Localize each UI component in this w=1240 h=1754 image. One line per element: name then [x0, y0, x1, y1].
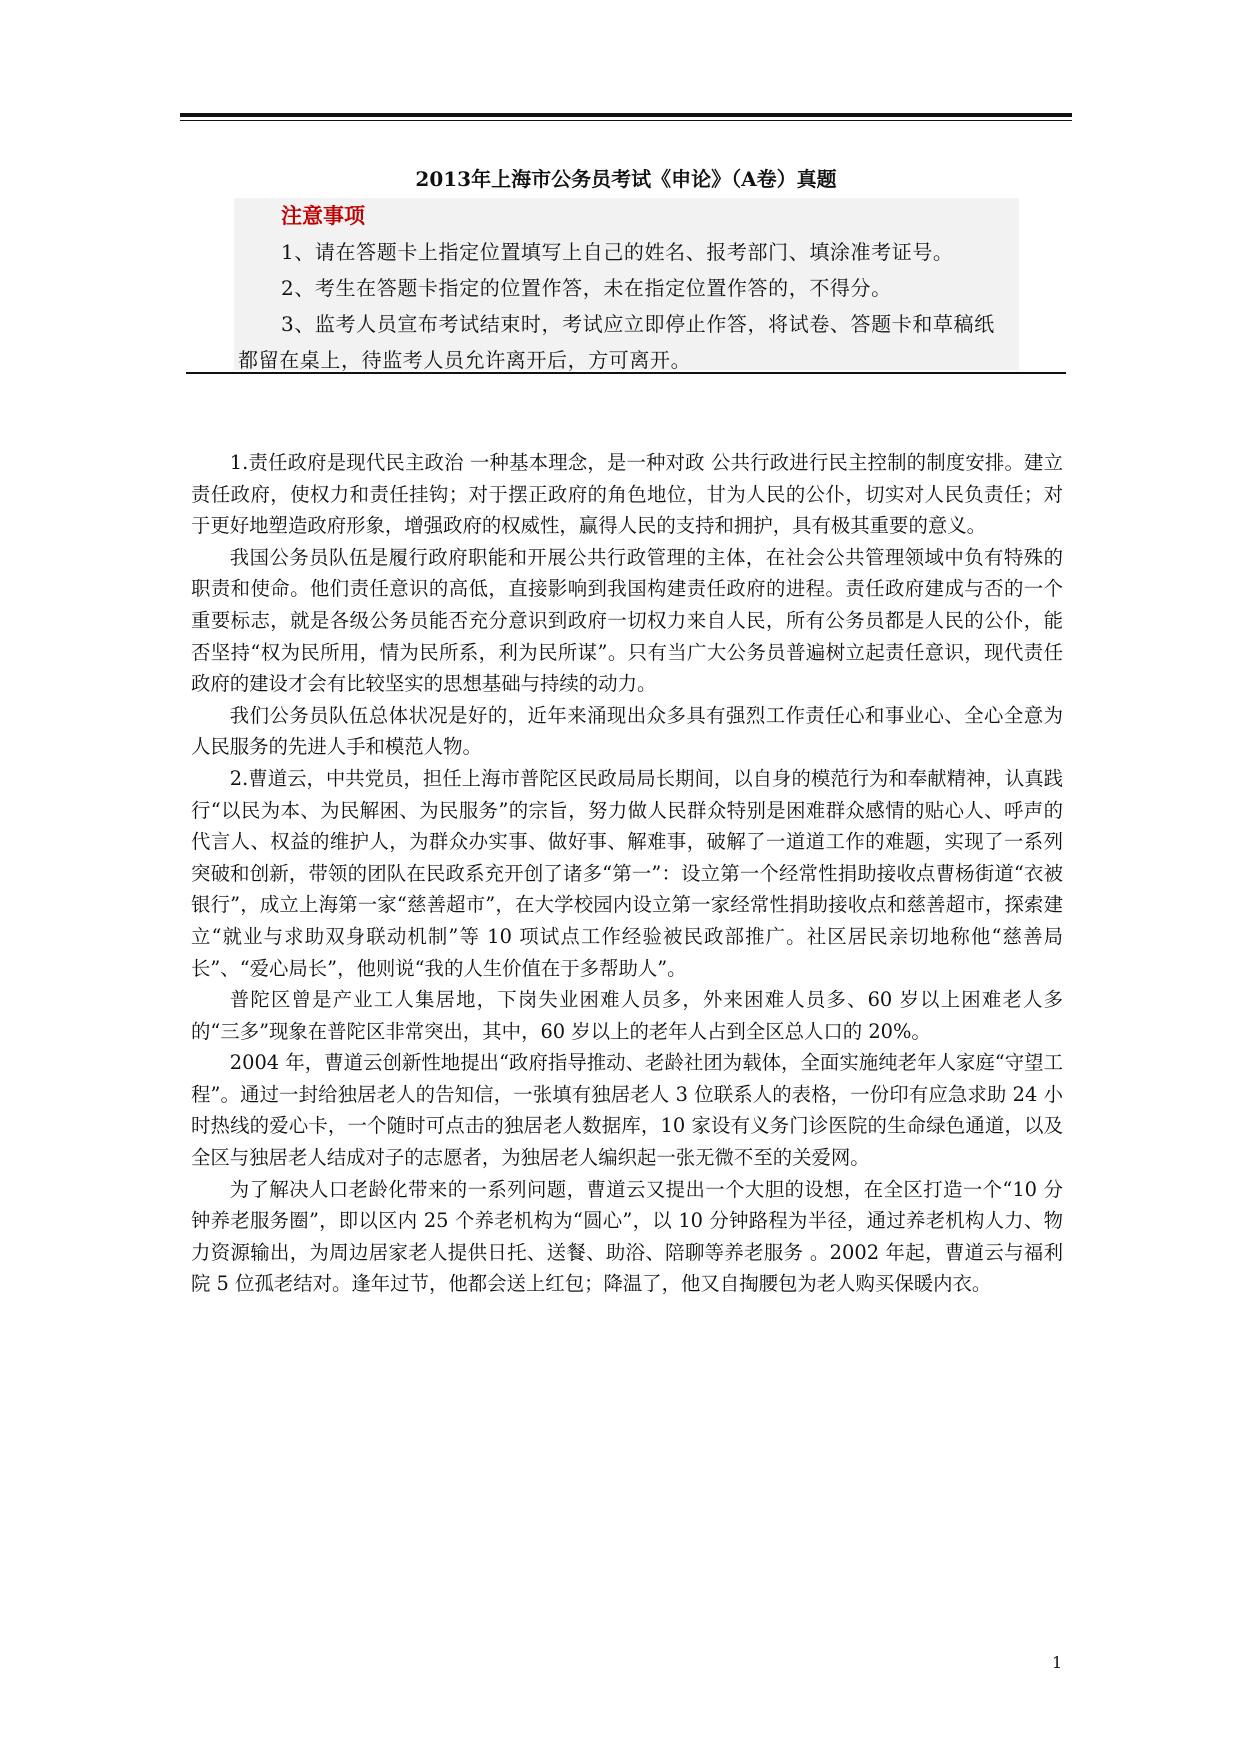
notice-heading: 注意事项	[281, 203, 365, 228]
paragraph: 2004 年，曹道云创新性地提出“政府指导推动、老龄社团为载体，全面实施纯老年人家庭“守望工程”。通过一封给独居老人的告知信，一张填有独居老人 3 位联系人的表格，一份印有应急求助 24 小时热线的爱心卡，一个随时可点击的独居老人数据库，10 家设有义务门诊医院的生命绿色通道，以及全区与独居老人结成对子的志愿者，为独居老人编织起一张无微不至的关爱网。	[191, 1051, 1063, 1170]
notice-rule	[186, 372, 1066, 374]
document-title: 2013年上海市公务员考试《申论》（A卷）真题	[415, 167, 837, 191]
paragraph: 1.责任政府是现代民主政治 一种基本理念，是一种对政 公共行政进行民主控制的制度安排。建立责任政府，使权力和责任挂钩；对于摆正政府的角色地位，甘为人民的公仆，切实对人民负责任；对于更好地塑造政府形象，增强政府的权威性，赢得人民的支持和拥护，具有极其重要的意义。	[191, 451, 1063, 538]
paragraph: 为了解决人口老龄化带来的一系列问题，曹道云又提出一个大胆的设想，在全区打造一个“10 分钟养老服务圈”，即以区内 25 个养老机构为“圆心”，以 10 分钟路程为半径，通过养老机构人力、物力资源输出，为周边居家老人提供日托、送餐、助浴、陪聊等养老服务 。2002 年起，曹道云与福利院 5 位孤老结对。逢年过节，他都会送上红包；降温了，他又自掏腰包为老人购买保暖内衣。	[191, 1177, 1063, 1296]
paragraph: 我们公务员队伍总体状况是好的，近年来涌现出众多具有强烈工作责任心和事业心、全心全意为人民服务的先进人手和模范人物。	[191, 703, 1063, 759]
paragraph: 我国公务员队伍是履行政府职能和开展公共行政管理的主体，在社会公共管理领域中负有特殊的职责和使命。他们责任意识的高低，直接影响到我国构建责任政府的进程。责任政府建成与否的一个重要标志，就是各级公务员能否充分意识到政府一切权力来自人民，所有公务员都是人民的公仆，能否坚持“权为民所用，情为民所系，利为民所谋”。只有当广大公务员普遍树立起责任意识，现代责任政府的建设才会有比较坚实的思想基础与持续的动力。	[191, 545, 1063, 696]
paragraph: 普陀区曾是产业工人集居地，下岗失业困难人员多，外来困难人员多、60 岁以上困难老人多的“三多”现象在普陀区非常突出，其中，60 岁以上的老年人占到全区总人口的 20%。	[191, 988, 1063, 1043]
header-rule-thin	[180, 120, 1072, 121]
notice-line-1: 1、请在答题卡上指定位置填写上自己的姓名、报考部门、填涂准考证号。	[281, 240, 954, 264]
notice-line-4: 都留在桌上，待监考人员允许离开后，方可离开。	[238, 348, 692, 372]
header-rule-thick	[180, 113, 1072, 117]
notice-line-2: 2、考生在答题卡指定的位置作答，未在指定位置作答的，不得分。	[281, 276, 892, 300]
body-text	[191, 447, 1063, 1300]
notice-line-3: 3、监考人员宣布考试结束时，考试应立即停止作答，将试卷、答题卡和草稿纸	[281, 312, 995, 336]
paragraph: 2.曹道云，中共党员，担任上海市普陀区民政局局长期间，以自身的模范行为和奉献精神，认真践行“以民为本、为民解困、为民服务”的宗旨，努力做人民群众特别是困难群众感情的贴心人、呼声的代言人、权益的维护人，为群众办实事、做好事、解难事，破解了一道道工作的难题，实现了一系列突破和创新，带领的团队在民政系充开创了诸多“第一”：设立第一个经常性捐助接收点曹杨街道“衣被银行”，成立上海第一家“慈善超市”，在大学校园内设立第一家经常性捐助接收点和慈善超市，探索建立“就业与求助双身联动机制”等 10 项试点工作经验被民政部推广。社区居民亲切地称他“慈善局长”、“爱心局长”，他则说“我的人生价值在于多帮助人”。	[191, 766, 1063, 980]
page-number: 1	[1052, 1653, 1063, 1672]
